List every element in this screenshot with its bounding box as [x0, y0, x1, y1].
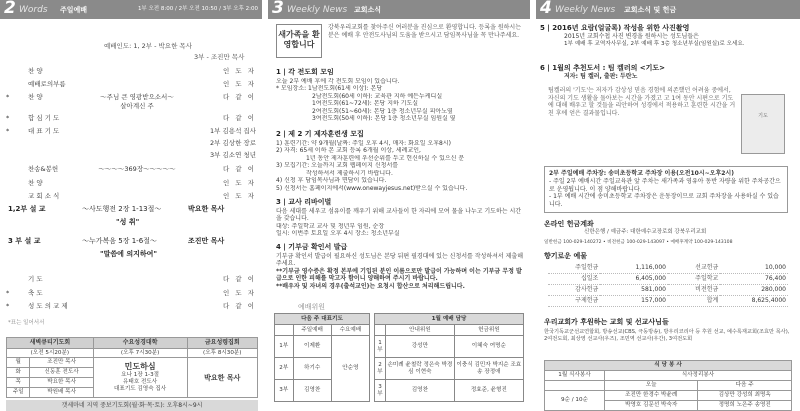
table-header: 새벽큐티기도회 [7, 338, 94, 349]
table-cell: 박원배 목사 [30, 388, 93, 398]
section-line: 작성하셔서 제출하시기 바랍니다. [306, 169, 393, 177]
table-cell: 오늘 [604, 380, 698, 390]
section-line: * 모임장소: 1남전도회(61세 이상): 본당 [276, 85, 383, 93]
offering-label: 감사헌금 [548, 284, 600, 295]
wed-detail: 요나 1장 1-3절 [121, 372, 160, 379]
table-cell: 신동훈 전도사 [30, 368, 93, 378]
order-row: 찬 양 인 도 자 [28, 179, 256, 187]
offering-label: 비전헌금 [668, 284, 720, 295]
parking-line: - 주일 2부 예배시간 주일교육관 앞 주차는 새가족과 영유아 동반 자량을 위한 주차공간으로 운영됩니다. 이 점 양해바랍니다. [549, 177, 781, 193]
table-cell: 안순영 [331, 336, 369, 402]
sermon-label: 1,2부 설 교 [8, 205, 46, 213]
order-row: 살아계신 주 [120, 102, 154, 110]
sermon-text: ～사도행전 2장 1-13절～ [82, 205, 162, 213]
page-number: 2 [4, 0, 16, 18]
section-line: 3) 모집기간: 오늘까지 교회 웹페이지 신청서를 [276, 162, 399, 170]
table-cell: 9순 / 10순 [545, 390, 605, 410]
prayer-leaders-table [274, 313, 370, 402]
table-cell: 주일예배 [293, 325, 331, 336]
worship-leader: 예배인도: 1, 2부 - 박요한 목사 [104, 42, 192, 50]
news-section-1 [276, 68, 526, 123]
page4-header [536, 0, 800, 19]
order-row: 예배로의부름 인 도 자 [28, 80, 256, 88]
table-cell: (오전 5시20분) [7, 348, 94, 358]
table-cell: 박영호 김문선 박숙자 [604, 400, 698, 410]
sermon-text-3: ～누가복음 5장 1-6절～ [82, 237, 157, 245]
section-line: 대상: 주일학교 교사 및 청년부 임원, 순장 [276, 222, 385, 230]
table-cell: 조진만 목사 [30, 358, 93, 368]
section-line: 2남전도회(60세 이하): 교육관 지하 예든누케디실 [312, 92, 443, 100]
table-cell: 정명희 노은주 송영진 [698, 400, 792, 410]
section-heading: 1 | 각 전도회 모임 [276, 68, 334, 76]
section-line: 3여전도회(50세 이하): 본당 1층 청소년부실 임원실 옆 [312, 115, 456, 123]
news-section-4 [276, 243, 526, 290]
table-cell: 식사정리봉사 [604, 370, 791, 380]
weekly-meetings-table [6, 337, 258, 398]
table-cell: 박요한 목사 [30, 378, 93, 388]
header-title: 교회소식 및 헌금 [624, 6, 677, 14]
offering-label: 주일헌금 [548, 262, 600, 273]
order-row: 2부 김상한 장로 [210, 139, 256, 147]
table-cell: 2부 [275, 358, 294, 380]
page-news-offering [536, 0, 800, 411]
section-line: 1여전도회(61~72세): 본당 지하 기도실 [312, 100, 419, 108]
offering-amount: 6,405,000 [600, 273, 668, 284]
order-row: 교 회 소 식 인 도 자 [28, 192, 256, 200]
mission-heading: 우리교회가 후원하는 교회 및 선교사님들 [544, 318, 669, 326]
page3-header [268, 0, 530, 19]
sermon-preacher: 박요한 목사 [188, 205, 225, 213]
sermon-title: "성 취" [116, 218, 140, 226]
section-line: 2) 자격: 65세 이하 본 교회 등록 6개월 이상, 세례교인, [276, 147, 421, 155]
offering-label: 선교헌금 [668, 262, 720, 273]
table-cell: 1월 식사봉사 [545, 370, 605, 380]
table-header: 다음 주 대표기도 [275, 314, 370, 325]
section-heading: 6 | 1월의 추천도서 : 팀 켈러의 <기도> [540, 64, 666, 72]
table-cell: (오후 8시30분) [187, 348, 257, 358]
parking-line: - 1부 예배 시간에 송미초등학교 주차장은 운동장이므로 교회 주차장을 사용하실 수 있습니다. [549, 193, 779, 209]
standing-note: *표는 일어서서 [8, 320, 45, 326]
section-line: 오늘 2부 예배 후에 각 전도회 모임이 있습니다. [276, 77, 400, 85]
table-cell: 정효준, 윤형진 [454, 380, 523, 402]
table-cell: 1부 [275, 336, 294, 358]
offering-amount: 280,000 [720, 284, 788, 295]
wed-detail: 대표기도 김영숙 집사 [114, 386, 167, 393]
section-line: 1부 예배 후 교역자사무실, 2부 예배 후 3층 청소년부실(임원실)로 오세요. [564, 40, 745, 47]
offering-heading: 향기로운 예물 [544, 252, 588, 260]
table-cell: (오후 7시30분) [93, 348, 187, 358]
order-row: 3부 김소연 청년 [210, 151, 256, 159]
section-line: 1) 훈련기간: 약 9개월(날짜: 주일 오후 4시, 매자: 화요일 오후8시) [276, 139, 451, 147]
account-numbers: 일반헌금 100-029-140272 • 비전헌금 100-029-143097 • 예배후계약 100-029-143108 [544, 239, 733, 245]
book-description: 팀켈러의 '기도'는 저자가 감상성 믿음 경험에 의존했던 어려움 중에서, 자신의 기도 생활을 돌아보는 시간을 가졌고 고 1여 동안 시편으로 기도에 대해 배우고 할 것들을 리안하여 성경에서 적용하고 훈련한 시간을 거친 후에 얻은 결과물입니다. [548, 86, 736, 118]
wed-cell [93, 358, 187, 398]
section-line: 1년 동안 제자훈련에 우선순위를 두고 헌신하실 수 있으신 분 [306, 154, 465, 162]
book-author: 저자: 팀 켈러, 출판: 두란노 [564, 73, 638, 81]
section-heading: 5 | 2016년 요람(얼굴록) 작성을 위한 사진촬영 [540, 24, 690, 32]
table-cell: 월 [7, 358, 30, 368]
offering-table [548, 262, 788, 307]
table-header: 1월 예배 담당 [375, 314, 524, 325]
offering-amount: 157,000 [600, 295, 668, 306]
order-row: * 찬 양 ～주님 큰 영광받으소서～ 다 같 이 [6, 93, 256, 101]
order-row: 찬송&봉헌 ～～～～369장～～～～～ 다 같 이 [28, 165, 256, 173]
table-cell: 주일 [7, 388, 30, 398]
page-church-news [268, 0, 530, 411]
news-section-2 [276, 130, 526, 192]
table-cell: 이충식 김민자 박지순 조효송 장정애 [454, 358, 523, 380]
order-row: * 축 도 인 도 자 [6, 289, 256, 297]
table-cell: 3부 [375, 380, 386, 402]
parking-heading: 2부 주일예배 주차장: 송미초등학교 주차장 이용(오전10시~오후2시) [549, 170, 734, 177]
header-title: 교회소식 [354, 6, 382, 14]
header-subtitle: Weekly News [287, 5, 348, 15]
order-row: * 합 심 기 도 다 같 이 [6, 114, 256, 122]
table-cell: 김영찬 [386, 380, 455, 402]
news-section-5 [540, 24, 796, 48]
table-cell: 2부 [375, 358, 386, 380]
book-cover-title: 기도 [758, 113, 768, 119]
offering-amount: 1,116,000 [600, 262, 668, 273]
page-number: 4 [540, 0, 552, 18]
usher-table [374, 313, 524, 402]
section-line: 기부금 확인서 발급이 필요하신 성도님은 본당 뒤편 필경대에 있는 신청서를 작성하셔서 제출해 주세요. [276, 252, 524, 268]
online-account [544, 220, 788, 245]
header-title: 주일예배 [60, 6, 88, 14]
book-cover-image [741, 94, 785, 154]
news-section-6 [540, 64, 736, 118]
section-heading: 3 | 교사 리바이벌 [276, 198, 332, 206]
offering-label: 합계 [668, 295, 720, 306]
page-number: 3 [272, 0, 284, 18]
order-row: 찬 양 인 도 자 [28, 67, 256, 75]
table-cell: 김상만 강성희 최명옥 [698, 390, 792, 400]
section-line: **기부금 영수증은 확정 본부에 기입된 분인 이름으로만 발급이 가능하며 이는 기부금 무정 발급으로 인한 피해를 막고자 함이니 양해하여 주시기 바랍니다. [276, 267, 522, 283]
welcome-badge: 새가족을 환영합니다 [276, 24, 322, 58]
table-cell: 손미례 윤철락 정은숙 박경심 이현숙 [386, 358, 455, 380]
table-cell: 안내위원 [386, 325, 455, 336]
offering-amount: 10,000 [720, 262, 788, 273]
section-line: **배우자 및 자녀의 경우(출석교인)는 요청시 합산으로 처리해드립니다. [276, 282, 465, 290]
sermon-title-3: "말씀에 의지하여" [100, 250, 158, 258]
table-cell: 수요예배 [331, 325, 369, 336]
section-heading: 2 | 제 2 기 제자훈련생 모집 [276, 130, 364, 138]
section-line: 5) 신청서는 홈페이지에서(www.onewayjesus.net)받으실 수 있습니다. [276, 184, 468, 192]
fri-cell: 박요한 목사 [187, 358, 257, 398]
offering-label: 주일학교 [668, 273, 720, 284]
table-header: 수요성경대학 [93, 338, 187, 349]
order-row: * 성 도 의 교 제 다 같 이 [6, 302, 256, 310]
news-section-3 [276, 198, 526, 238]
offering-label: 십일조 [548, 273, 600, 284]
sermon-preacher-3: 조진만 목사 [188, 237, 225, 245]
worship-committee-label: 예배위원 [298, 303, 326, 311]
mission-text: 한국기독교군선교연합회, 방송선교(CBS, 극동방송), 방우리코리아 등 후원 선교, 예수록재교회(조효만 목사), 2여전도회, 최상영 선교사(우즈), 조민역 선교사(우간), 3여전도회 [544, 329, 790, 342]
table-cell: 이제환 [293, 336, 331, 358]
table-cell: 하기수 [293, 358, 331, 380]
offering-amount: 8,625,4000 [720, 295, 788, 306]
section-heading: 4 | 기부금 확인서 발급 [276, 243, 348, 251]
wed-title: 민도하심 [124, 362, 156, 372]
table-cell: 1부 [375, 336, 386, 358]
offering-amount: 581,000 [600, 284, 668, 295]
table-cell: 헌금위원 [454, 325, 523, 336]
worship-leader-3: 3부 - 조진만 목사 [194, 53, 245, 61]
intercession-banner: 갯세마네 지역 중보기도회(월·화·목·토): 오후8시~9시 [6, 400, 258, 411]
page2-header [0, 0, 262, 19]
account-heading: 온라인 헌금계좌 [544, 220, 594, 228]
parking-notice [544, 166, 788, 213]
table-cell: 이혜숙 여명순 [454, 336, 523, 358]
page-worship-order [0, 0, 262, 411]
order-row: 기 도 다 같 이 [28, 275, 256, 283]
wed-detail: 유태호 전도사 [123, 379, 158, 386]
table-cell: 조진만 한경수 박윤례 [604, 390, 698, 400]
sermon-label-3: 3 부 설 교 [8, 237, 41, 245]
section-line: 일시: 이번주 토요일 오후 4시 장소: 청소년부실 [276, 230, 400, 238]
order-row: * 대 표 기 도 1부 김용석 집사 [6, 127, 256, 135]
section-line: 2015년 교회수첩 사진 변경을 원하시는 성도님들은 [564, 33, 699, 41]
table-cell: 3부 [275, 380, 294, 402]
section-line: 2여전도회(51~60세): 본당 1층 청소년부실 피아노옆 [312, 107, 453, 115]
offering-label: 구제헌금 [548, 295, 600, 306]
offering-amount: 76,400 [720, 273, 788, 284]
table-cell: 목 [7, 378, 30, 388]
section-line: 다음 세대를 세우고 섬유이를 깨우기 위해 교사들이 한 자리에 모여 물을 나누고 기도하는 시간을 갖습니다. [276, 207, 522, 223]
welcome-text: 강북우리교회를 찾아주신 여러분을 진심으로 환영합니다. 등록을 원하시는 분은 예배 후 안전도사님의 도움을 받으시고 담임목사님을 꼭 만나주세요. [328, 24, 522, 39]
header-subtitle: Weekly News [555, 5, 616, 15]
table-cell: 김영찬 [293, 380, 331, 402]
account-bank: 신한은행 / 예금주: 대한예수교장로회 강북우리교회 [584, 228, 707, 235]
table-cell: 화 [7, 368, 30, 378]
table-header: 식 당 봉 사 [545, 361, 792, 371]
table-cell: 다음 주 [698, 380, 792, 390]
service-times: 1부 오전 8:00 / 2부 오전 10:50 / 3부 오후 2:00 [137, 6, 258, 12]
table-cell: 강성만 [386, 336, 455, 358]
header-subtitle: Words [19, 5, 48, 15]
meal-service-table [544, 360, 792, 411]
table-header: 금요성령집회 [187, 338, 257, 349]
section-line: 4) 신청 후 담임목사님과 면담이 있습니다. [276, 177, 387, 185]
